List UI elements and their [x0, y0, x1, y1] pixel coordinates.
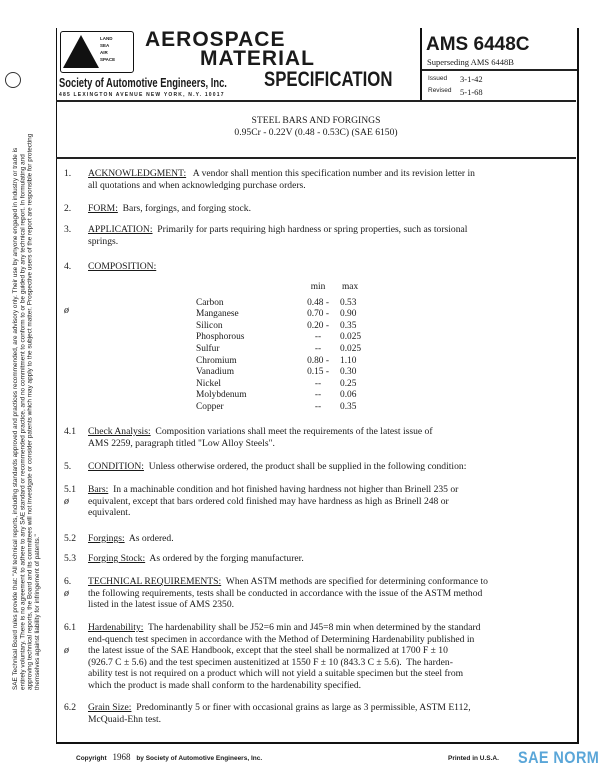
- table-row: [196, 332, 361, 344]
- section-forgings: [88, 533, 570, 545]
- revision-mark: ø: [64, 305, 69, 316]
- issued-date: 3-1-42: [460, 74, 483, 84]
- section-number: 2.: [64, 203, 72, 214]
- max-value: 1.10: [340, 355, 357, 366]
- element: Vanadium: [196, 367, 235, 378]
- logo-text: SPACE: [100, 57, 116, 62]
- copyright: [76, 752, 262, 762]
- spec-number-box: [420, 28, 577, 100]
- section-heading: Grain Size:: [88, 702, 132, 713]
- line: all quotations and when acknowledging purchase orders.: [88, 179, 306, 191]
- line: McQuaid-Ehn test.: [88, 713, 162, 725]
- max-value: 0.35: [340, 320, 357, 331]
- min-value: --: [314, 378, 322, 389]
- section-heading: Bars:: [88, 484, 109, 495]
- element: Silicon: [196, 320, 223, 331]
- table-row: [196, 321, 361, 333]
- section-composition: [88, 261, 570, 273]
- element: Manganese: [196, 309, 239, 320]
- line: springs.: [88, 235, 119, 247]
- line: Composition variations shall meet the requirements of the latest issue of: [150, 426, 433, 437]
- max-value: 0.35: [340, 401, 357, 412]
- min-value: 0.80 -: [307, 355, 329, 366]
- section-number: 5.3: [64, 553, 76, 564]
- superseding: Superseding AMS 6448B: [427, 57, 514, 67]
- section-number: 6.: [64, 576, 72, 587]
- copyright-label: Copyright: [76, 755, 107, 762]
- min-value: 0.20 -: [307, 320, 329, 331]
- section-condition: [88, 461, 570, 473]
- section-forging-stock: [88, 553, 570, 565]
- table-row: [196, 298, 361, 310]
- line: When ASTM methods are specified for determining conformance to: [221, 576, 488, 587]
- title-aerospace: AEROSPACE: [145, 28, 286, 51]
- table-row: [196, 379, 361, 391]
- section-acknowledgment: [88, 168, 570, 191]
- revision-mark: ø: [64, 496, 69, 507]
- section-number: 3.: [64, 224, 72, 235]
- document-title: [56, 115, 576, 139]
- line: (926.7 C ± 5.6) and the test specimen austenitized at 1550 F ± 10 (843.3 C ± 5.6). The harden-: [88, 656, 453, 668]
- line: AMS 2259, paragraph titled "Low Alloy Steels".: [88, 437, 275, 449]
- section-bars: [88, 484, 570, 519]
- logo-text: LAND: [100, 36, 113, 41]
- section-heading: ACKNOWLEDGMENT:: [88, 168, 187, 179]
- table-row: [196, 309, 361, 321]
- header-divider: [56, 100, 576, 102]
- table-row: [196, 402, 361, 414]
- section-heading: FORM:: [88, 203, 118, 214]
- title-line-2: 0.95Cr - 0.22V (0.48 - 0.53C) (SAE 6150): [234, 127, 398, 138]
- line: Predominantly 5 or finer with occasional grains as large as 3 permissible, ASTM E112,: [131, 702, 471, 713]
- col-min: min: [310, 282, 326, 292]
- max-value: 0.025: [340, 343, 362, 354]
- title-material: MATERIAL: [200, 47, 315, 70]
- section-number: 5.1: [64, 484, 76, 495]
- line: A vendor shall mention this specification number and its revision letter in: [186, 168, 475, 179]
- section-number: 5.2: [64, 533, 76, 544]
- section-technical-requirements: [88, 576, 570, 611]
- min-value: 0.15 -: [307, 367, 329, 378]
- section-form: [88, 203, 570, 215]
- min-value: --: [314, 332, 322, 343]
- line: which the product is made shall conform to the hardenability specified.: [88, 679, 362, 691]
- table-row: [196, 390, 361, 402]
- line: Primarily for parts requiring high hardness or spring properties, such as torsional: [152, 224, 468, 235]
- element: Sulfur: [196, 343, 220, 354]
- min-value: 0.48 -: [307, 297, 329, 308]
- section-grain-size: [88, 702, 570, 725]
- section-number: 6.1: [64, 622, 76, 633]
- min-value: 0.70 -: [307, 309, 329, 320]
- composition-table: [196, 282, 361, 414]
- section-heading: CONDITION:: [88, 461, 144, 472]
- line: equivalent.: [88, 507, 131, 518]
- title-specification: SPECIFICATION: [264, 68, 393, 91]
- sae-advisory-notice: SAE Technical Board rules provide that: "All technical reports, including standards approved and practices recommended, are advisory only. Their use by anyone engaged in industry or trade is entirely voluntary. There is no agreement to adhere to any SAE standard or recommended practice, and no commitment to conform to or be guided by any technical report. In formulating and approving technical reports, the Board and its committees will not investigate or consider patents which may apply to the subject matter. Prospective users of the report are responsible for protecting themselves against liability for infringement of patents.": [12, 133, 41, 690]
- section-check-analysis: [88, 426, 570, 449]
- spec-number: AMS 6448C: [426, 34, 530, 55]
- table-header: [196, 282, 361, 294]
- line: Unless otherwise ordered, the product shall be supplied in the following condition:: [143, 461, 467, 472]
- min-value: --: [314, 343, 322, 354]
- element: Copper: [196, 401, 224, 412]
- max-value: 0.53: [340, 297, 357, 308]
- col-max: max: [342, 282, 359, 292]
- revised-date: 5-1-68: [460, 87, 483, 97]
- section-heading: Check Analysis:: [88, 426, 151, 437]
- line: listed in the latest issue of AMS 2350.: [88, 599, 235, 610]
- min-value: --: [314, 401, 322, 412]
- section-heading: Hardenability:: [88, 622, 144, 633]
- copyright-year: 1968: [112, 752, 131, 762]
- issued-label: Issued: [428, 75, 448, 82]
- element: Nickel: [196, 378, 221, 389]
- section-number: 6.2: [64, 702, 76, 713]
- section-hardenability: [88, 622, 570, 691]
- section-heading: COMPOSITION:: [88, 261, 157, 272]
- element: Phosphorous: [196, 332, 245, 343]
- max-value: 0.25: [340, 378, 357, 389]
- line: In a machinable condition and hot finished having hardness not higher than Brinell 235 or: [108, 484, 459, 495]
- line: equivalent, except that bars ordered cold finished may have hardness as high as Brinell 248 or: [88, 495, 449, 507]
- org-address: 485 LEXINGTON AVENUE NEW YORK, N.Y. 10017: [59, 92, 225, 98]
- line: the latest issue of the SAE Handbook, except that the steel shall be normalized at 1700 F ± 10: [88, 645, 448, 656]
- section-number: 5.: [64, 461, 72, 472]
- sae-logo-triangle: [63, 35, 99, 68]
- logo-text: AIR: [100, 50, 108, 55]
- section-number: 4.1: [64, 426, 76, 437]
- table-row: [196, 356, 361, 368]
- element: Chromium: [196, 355, 237, 366]
- line: ability test is not required on a product which will not yield a suitable specimen but the steel from: [88, 668, 464, 679]
- max-value: 0.90: [340, 309, 357, 320]
- section-number: 4.: [64, 261, 72, 272]
- spec-box-divider: [422, 69, 577, 71]
- line: As ordered.: [124, 533, 174, 544]
- table-row: [196, 367, 361, 379]
- printed-in-usa: Printed in U.S.A.: [448, 755, 499, 762]
- table-row: [196, 344, 361, 356]
- element: Carbon: [196, 297, 224, 308]
- section-heading: Forgings:: [88, 533, 125, 544]
- revision-mark: ø: [64, 588, 69, 599]
- revision-mark: ø: [64, 645, 69, 656]
- sae-logo: [60, 31, 134, 73]
- revised-label: Revised: [428, 87, 452, 94]
- element: Molybdenum: [196, 390, 247, 401]
- sae-logo-side-text: [100, 35, 115, 63]
- sae-norm-watermark: SAE NORM: [518, 748, 600, 767]
- title-divider: [56, 157, 576, 159]
- section-number: 1.: [64, 168, 72, 179]
- section-heading: TECHNICAL REQUIREMENTS:: [88, 576, 222, 587]
- section-heading: Forging Stock:: [88, 553, 146, 564]
- line: the following requirements, tests shall be conducted in accordance with the issue of the ASTM method: [88, 587, 483, 599]
- line: Bars, forgings, and forging stock.: [117, 203, 252, 214]
- copyright-org: by Society of Automotive Engineers, Inc.: [136, 755, 263, 762]
- max-value: 0.06: [340, 390, 357, 401]
- org-name: Society of Automotive Engineers, Inc.: [59, 76, 227, 90]
- logo-text: SEA: [100, 43, 110, 48]
- max-value: 0.025: [340, 332, 362, 343]
- max-value: 0.30: [340, 367, 357, 378]
- min-value: --: [314, 390, 322, 401]
- line: As ordered by the forging manufacturer.: [145, 553, 304, 564]
- section-application: [88, 224, 570, 247]
- punch-hole-mark: [5, 72, 21, 88]
- line: end-quench test specimen in accordance with the Method of Determining Hardenability published in: [88, 633, 475, 645]
- title-line-1: STEEL BARS AND FORGINGS: [251, 115, 381, 126]
- line: The hardenability shall be J52=6 min and J45=8 min when determined by the standard: [143, 622, 481, 633]
- section-heading: APPLICATION:: [88, 224, 153, 235]
